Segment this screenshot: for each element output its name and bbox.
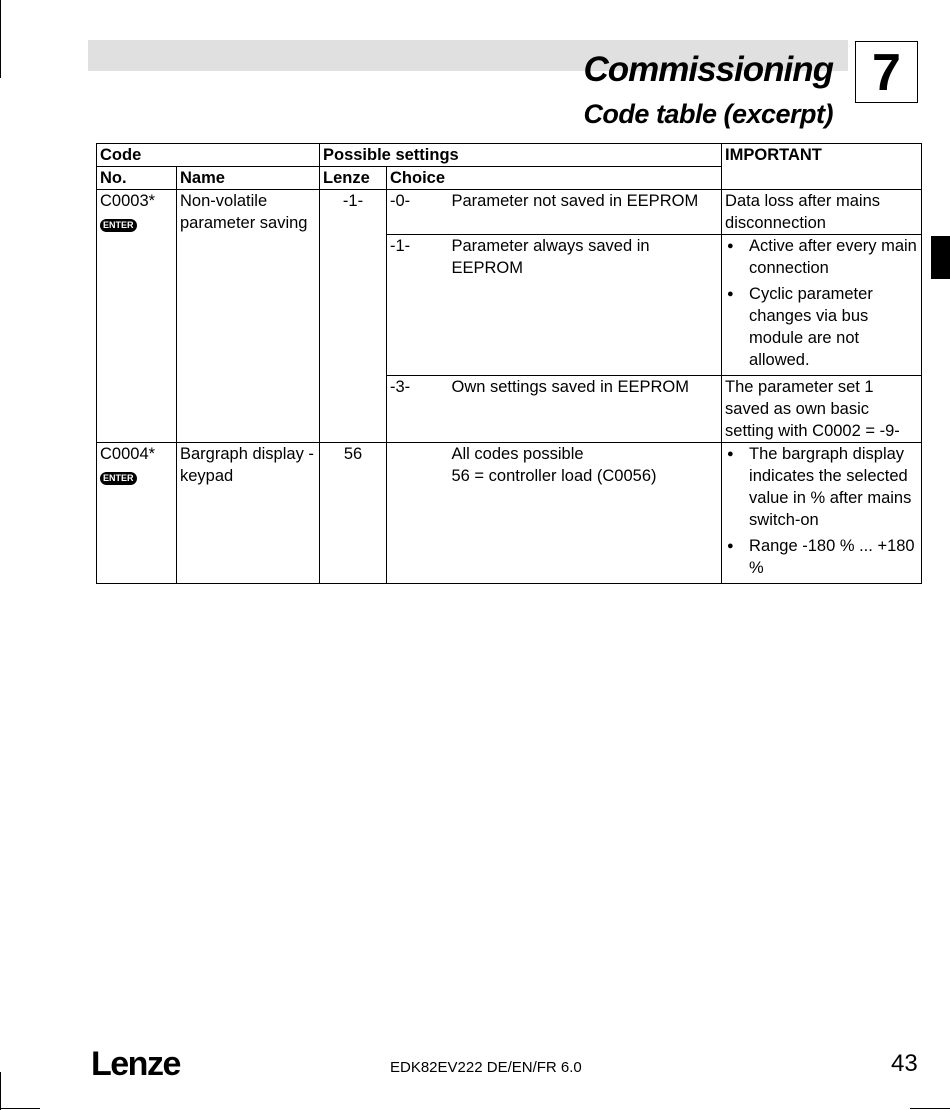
choice-text (449, 443, 722, 584)
important-note (722, 443, 922, 584)
header-no: No. (97, 167, 177, 190)
header-name: Name (177, 167, 320, 190)
bullet-item: ● Active after every main connection (725, 235, 918, 279)
choice-text: Own settings saved in EEPROM (449, 376, 722, 443)
crop-mark (910, 1108, 950, 1109)
bullet-item: ● The bargraph display indicates the selected value in % after mains switch-on (725, 443, 918, 531)
enter-key-icon: ENTER (100, 219, 137, 232)
header-lenze: Lenze (320, 167, 387, 190)
choice-line: All codes possible (451, 445, 584, 463)
choice-text: Parameter not saved in EEPROM (449, 190, 722, 235)
enter-key-icon: ENTER (100, 472, 137, 485)
crop-mark (0, 1072, 1, 1110)
choice-number (387, 443, 449, 584)
table-row (97, 443, 922, 584)
code-number: C0003* (100, 192, 156, 210)
choice-number: -0- (387, 190, 449, 235)
header-important: IMPORTANT (722, 144, 922, 190)
header-code: Code (97, 144, 320, 167)
crop-mark (0, 0, 1, 78)
code-table (96, 143, 922, 584)
crop-mark (0, 1108, 40, 1109)
important-note (722, 235, 922, 376)
lenze-logo: Lenze (91, 1045, 180, 1083)
page-subtitle: Code table (excerpt) (583, 99, 833, 129)
lenze-default: -1- (320, 190, 387, 443)
important-note: Data loss after mains disconnection (722, 190, 922, 235)
code-cell (97, 190, 177, 443)
code-name: Bargraph display - keypad (177, 443, 320, 584)
document-id: EDK82EV222 DE/EN/FR 6.0 (390, 1059, 582, 1076)
choice-number: -3- (387, 376, 449, 443)
choice-line: 56 = controller load (C0056) (451, 467, 657, 485)
chapter-number-box: 7 (855, 41, 918, 103)
bullet-item: ● Range -180 % ... +180 % (725, 535, 918, 579)
lenze-default: 56 (320, 443, 387, 584)
page-title: Commissioning (583, 50, 833, 89)
header-possible-settings: Possible settings (320, 144, 722, 167)
important-note: The parameter set 1 saved as own basic setting with C0002 = -9- (722, 376, 922, 443)
page-number: 43 (891, 1050, 918, 1077)
header-choice: Choice (387, 167, 722, 190)
bullet-item: ● Cyclic parameter changes via bus module are not allowed. (725, 283, 918, 371)
code-number: C0004* (100, 445, 156, 463)
chapter-side-tab (931, 236, 950, 279)
table-row (97, 190, 922, 235)
code-cell (97, 443, 177, 584)
choice-number: -1- (387, 235, 449, 376)
choice-text: Parameter always saved in EEPROM (449, 235, 722, 376)
table-header-row (97, 144, 922, 167)
code-name: Non-volatile parameter saving (177, 190, 320, 443)
